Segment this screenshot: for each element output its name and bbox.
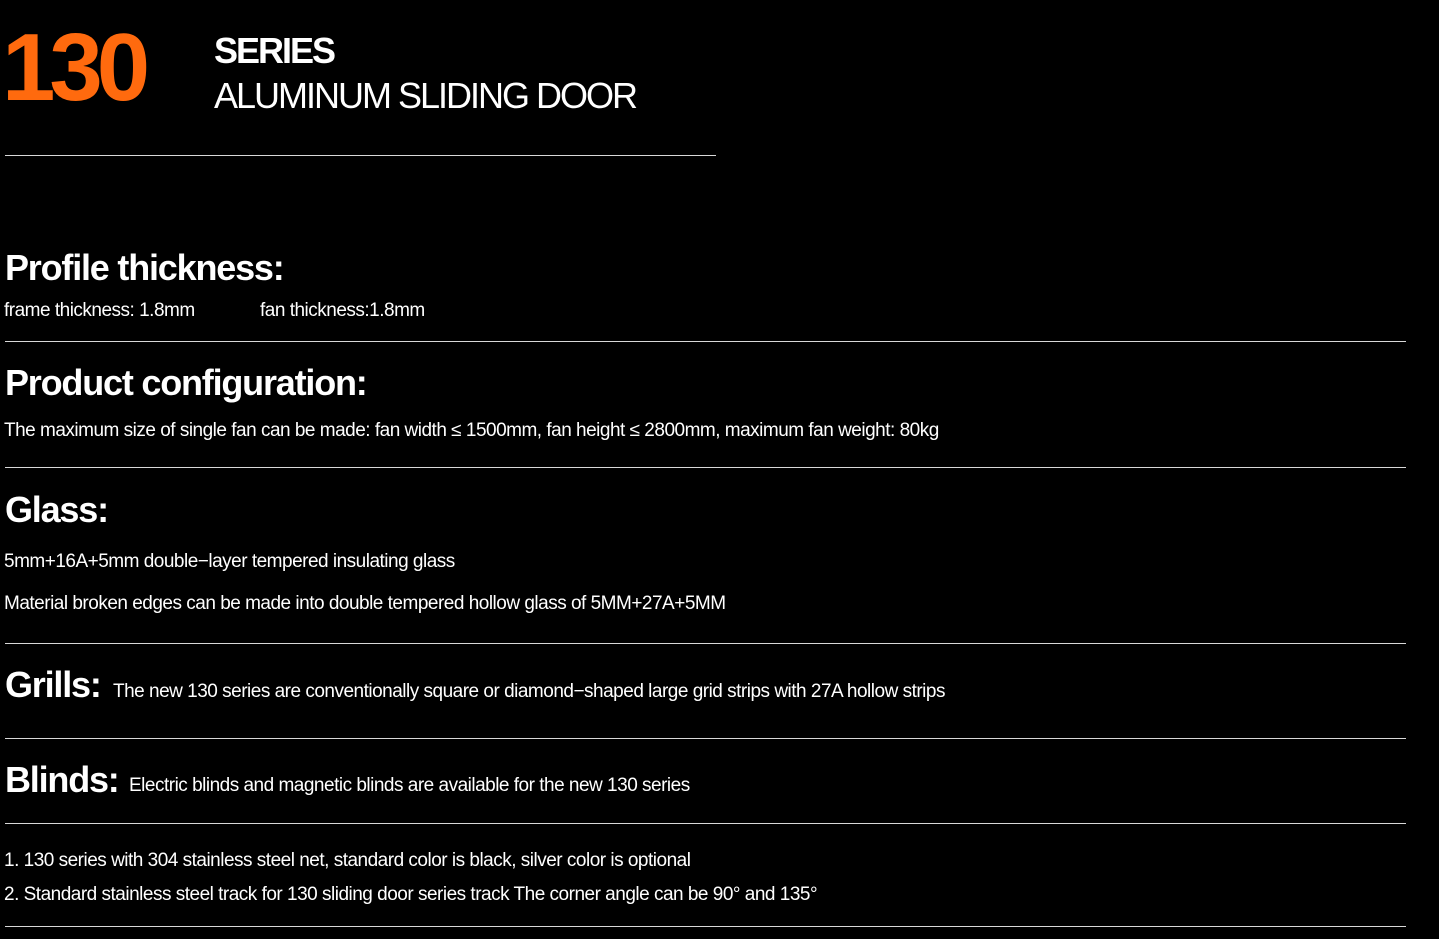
glass-heading: Glass: [5,489,108,530]
product-configuration-heading: Product configuration: [5,362,367,403]
section-divider [5,341,1406,342]
section-divider [5,738,1406,739]
section-divider [5,823,1406,824]
profile-thickness-heading: Profile thickness: [5,247,284,288]
note-item-2: 2. Standard stainless steel track for 130 sliding door series track The corner angle can be 90° and 135° [4,884,818,905]
glass-line-1: 5mm+16A+5mm double−layer tempered insulating glass [4,551,455,572]
section-divider [5,467,1406,468]
grills-heading: Grills: [5,664,101,705]
product-name: ALUMINUM SLIDING DOOR [214,75,637,116]
series-label: SERIES [214,30,335,71]
blinds-text: Electric blinds and magnetic blinds are available for the new 130 series [129,775,690,796]
header-divider [5,155,716,156]
note-item-1: 1. 130 series with 304 stainless steel net, standard color is black, silver color is optional [4,850,691,871]
section-divider [5,643,1406,644]
section-divider [5,926,1406,927]
frame-thickness-text: frame thickness: 1.8mm [4,300,195,321]
fan-thickness-text: fan thickness:1.8mm [260,300,425,321]
series-number: 130 [2,14,145,121]
glass-line-2: Material broken edges can be made into double tempered hollow glass of 5MM+27A+5MM [4,593,726,614]
product-configuration-text: The maximum size of single fan can be made: fan width ≤ 1500mm, fan height ≤ 2800mm, maximum fan weight: 80kg [4,420,939,441]
blinds-heading: Blinds: [5,759,119,800]
grills-text: The new 130 series are conventionally square or diamond−shaped large grid strips with 27A hollow strips [113,681,945,702]
